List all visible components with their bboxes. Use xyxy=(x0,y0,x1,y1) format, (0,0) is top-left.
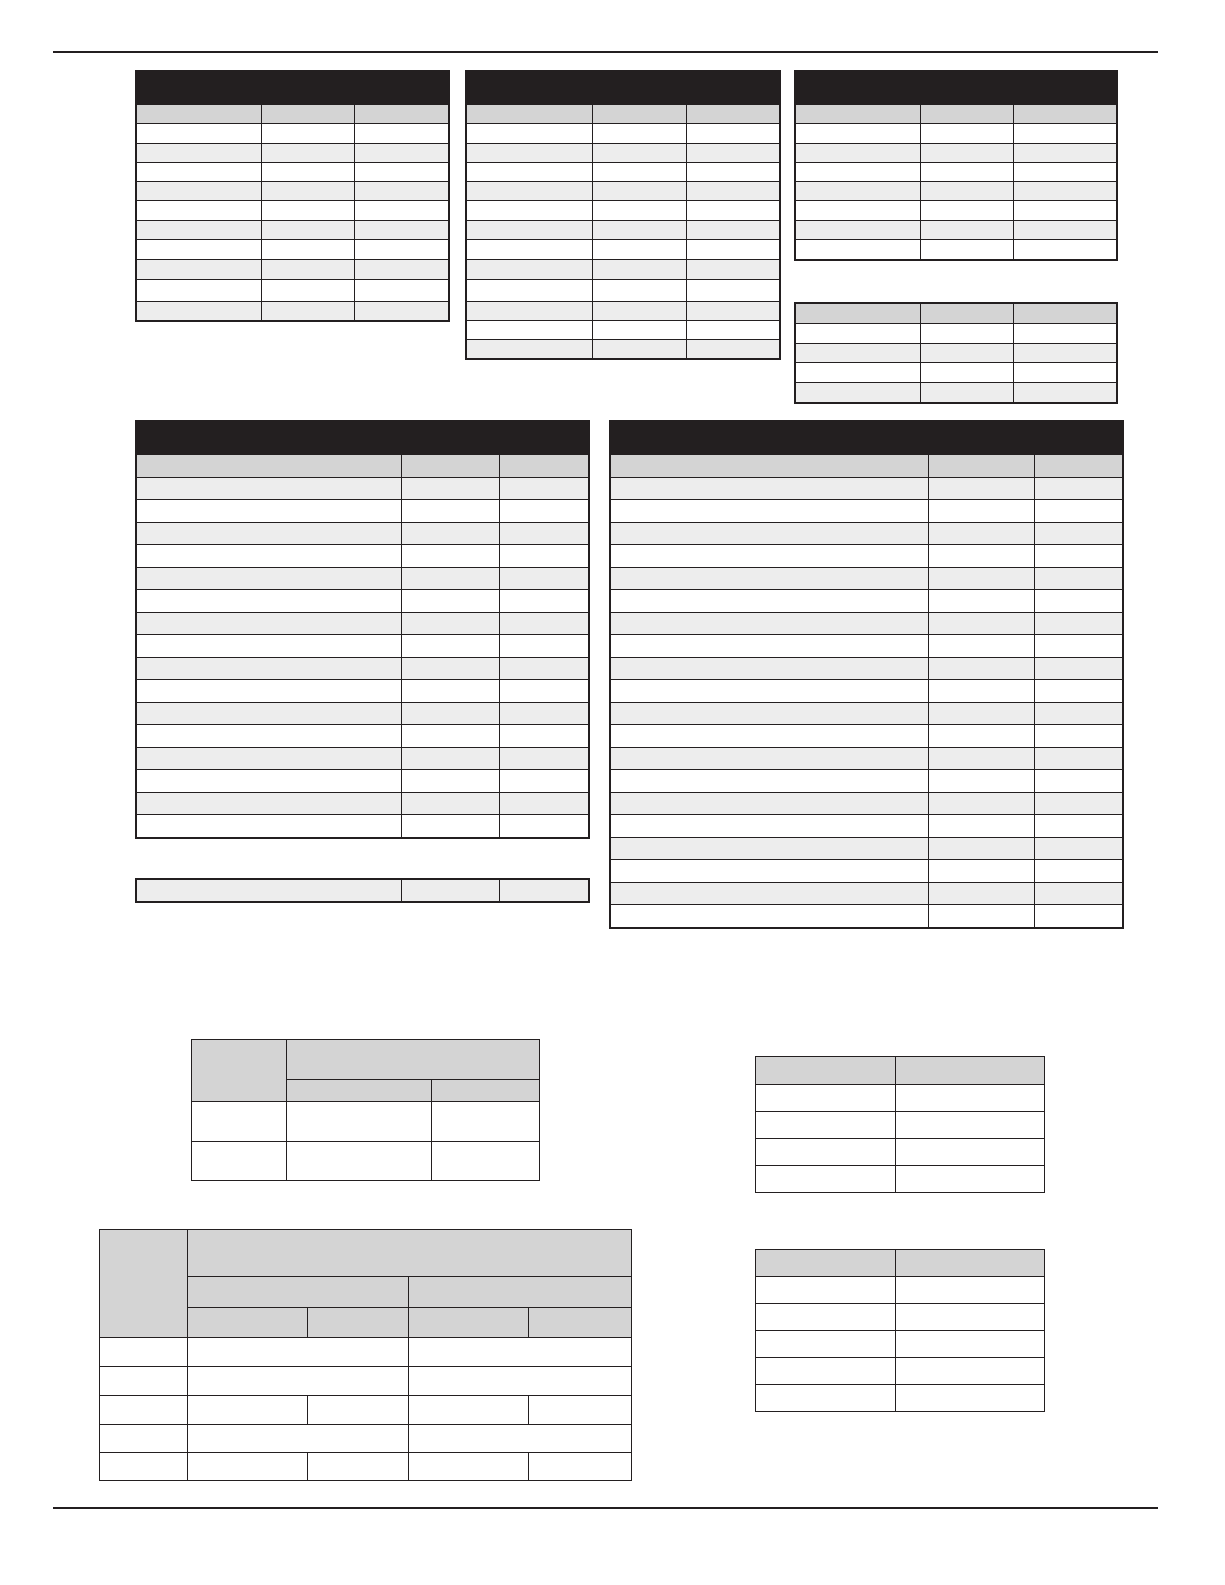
table-row xyxy=(192,1102,540,1142)
table-row xyxy=(611,590,1123,613)
table-row xyxy=(467,340,780,359)
table-6 xyxy=(136,879,589,902)
table-row xyxy=(100,1425,632,1453)
table-row xyxy=(100,1453,632,1481)
table-7 xyxy=(610,421,1123,928)
header-row xyxy=(100,1230,632,1277)
table-row xyxy=(611,613,1123,635)
table-row xyxy=(137,880,589,902)
table-row xyxy=(611,545,1123,568)
table-row xyxy=(611,635,1123,658)
bottom-rule xyxy=(53,1507,1158,1509)
table-row xyxy=(467,201,780,221)
table-row xyxy=(137,280,449,302)
table-row xyxy=(137,658,589,680)
table-2 xyxy=(466,71,780,359)
table-row xyxy=(611,725,1123,748)
table-1 xyxy=(136,71,449,321)
table-row xyxy=(756,1277,1045,1304)
table-row xyxy=(137,680,589,703)
table-row xyxy=(137,500,589,523)
table-row xyxy=(137,590,589,613)
table-header-dark xyxy=(796,72,1117,105)
table-row xyxy=(100,1396,632,1425)
table-row xyxy=(467,163,780,182)
top-rule xyxy=(53,51,1158,53)
table-row xyxy=(137,201,449,221)
table-row xyxy=(467,124,780,144)
table-row xyxy=(611,523,1123,545)
table-header-dark xyxy=(611,422,1123,455)
table-row xyxy=(611,883,1123,905)
table-row xyxy=(796,324,1117,344)
table-row xyxy=(611,478,1123,500)
table-row xyxy=(137,260,449,280)
table-row xyxy=(467,144,780,163)
table-row xyxy=(467,302,780,321)
table-3 xyxy=(795,71,1117,260)
table-4 xyxy=(795,303,1117,403)
column-header-row xyxy=(796,304,1117,324)
table-row xyxy=(137,748,589,770)
table-row xyxy=(137,221,449,240)
table-header-dark xyxy=(137,72,449,105)
table-row xyxy=(796,363,1117,383)
table-row xyxy=(796,344,1117,363)
table-row xyxy=(137,613,589,635)
table-row xyxy=(756,1085,1045,1112)
table-row xyxy=(611,703,1123,725)
table-10 xyxy=(99,1229,632,1481)
table-row xyxy=(137,770,589,793)
table-row xyxy=(611,748,1123,770)
table-row xyxy=(467,221,780,240)
header-row xyxy=(192,1040,540,1080)
table-row xyxy=(756,1112,1045,1139)
table-row xyxy=(137,703,589,725)
table-8 xyxy=(191,1039,540,1181)
table-row xyxy=(611,658,1123,680)
table-row xyxy=(796,182,1117,201)
table-11 xyxy=(755,1249,1045,1412)
table-row xyxy=(137,568,589,590)
table-row xyxy=(611,680,1123,703)
table-row xyxy=(756,1331,1045,1358)
column-header-row xyxy=(137,455,589,478)
table-row xyxy=(611,770,1123,793)
table-row xyxy=(137,182,449,201)
table-row xyxy=(137,163,449,182)
table-row xyxy=(192,1142,540,1181)
table-row xyxy=(100,1338,632,1367)
table-row xyxy=(137,302,449,321)
table-row xyxy=(756,1304,1045,1331)
table-row xyxy=(137,545,589,568)
table-row xyxy=(756,1166,1045,1193)
table-row xyxy=(756,1385,1045,1412)
table-row xyxy=(611,568,1123,590)
table-row xyxy=(467,321,780,340)
table-row xyxy=(137,240,449,260)
table-row xyxy=(137,815,589,838)
table-row xyxy=(100,1367,632,1396)
table-row xyxy=(796,240,1117,260)
table-row xyxy=(467,182,780,201)
table-row xyxy=(796,201,1117,221)
table-row xyxy=(137,478,589,500)
table-row xyxy=(611,793,1123,815)
table-row xyxy=(611,500,1123,523)
table-row xyxy=(611,860,1123,883)
table-row xyxy=(796,383,1117,403)
table-row xyxy=(796,144,1117,163)
table-row xyxy=(137,124,449,144)
table-row xyxy=(137,725,589,748)
table-5 xyxy=(136,421,589,838)
table-row xyxy=(467,240,780,260)
table-9 xyxy=(755,1056,1045,1193)
table-row xyxy=(756,1139,1045,1166)
column-header-row xyxy=(467,105,780,124)
table-row xyxy=(756,1358,1045,1385)
table-header-dark xyxy=(137,422,589,455)
table-header-dark xyxy=(467,72,780,105)
column-header-row xyxy=(756,1250,1045,1277)
table-row xyxy=(796,221,1117,240)
table-row xyxy=(137,793,589,815)
table-row xyxy=(137,144,449,163)
table-row xyxy=(611,905,1123,928)
table-row xyxy=(137,635,589,658)
table-row xyxy=(467,260,780,280)
column-header-row xyxy=(796,105,1117,124)
column-header-row xyxy=(756,1057,1045,1085)
column-header-row xyxy=(611,455,1123,478)
table-row xyxy=(796,124,1117,144)
table-row xyxy=(796,163,1117,182)
table-row xyxy=(137,523,589,545)
table-row xyxy=(611,815,1123,838)
column-header-row xyxy=(137,105,449,124)
table-row xyxy=(611,838,1123,860)
table-row xyxy=(467,280,780,302)
